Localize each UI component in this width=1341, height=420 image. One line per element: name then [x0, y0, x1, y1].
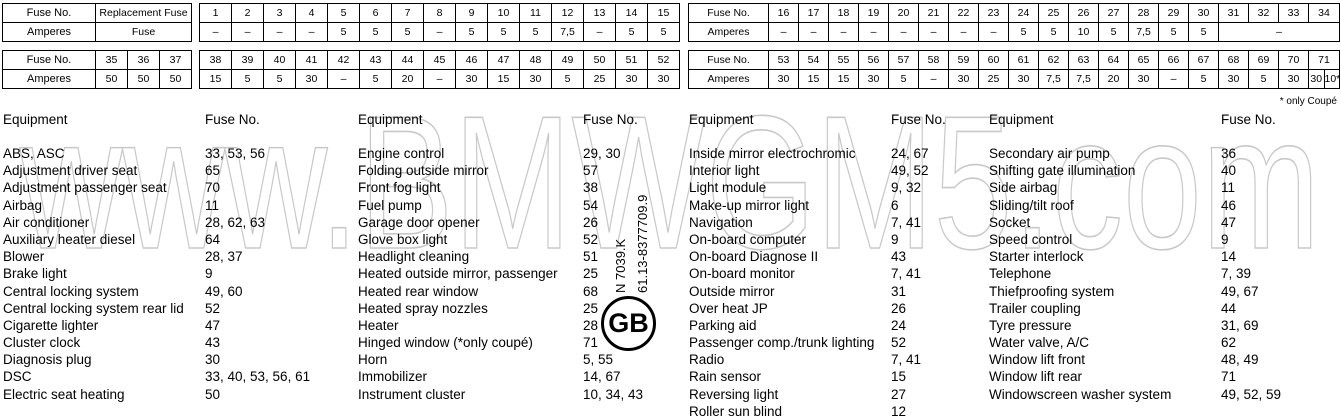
equipment-fuses: 9, 32: [891, 180, 922, 196]
amperage-cell: 5: [360, 23, 392, 42]
fuse-table-row2-left: [2, 50, 192, 89]
equipment-name: Heater: [358, 317, 399, 333]
fuse-number-cell: 44: [392, 51, 424, 70]
fuse-number-cell: 9: [456, 4, 488, 23]
amperage-cell: 10*: [1324, 70, 1340, 89]
equipment-name: Central locking system rear lid: [3, 300, 184, 316]
fuse-number-cell: 10: [488, 4, 520, 23]
equipment-fuses: 38: [583, 180, 599, 196]
equipment-name: Thiefproofing system: [989, 283, 1115, 299]
equipment-fuses: 9: [891, 231, 899, 247]
equipment-name: Diagnosis plug: [3, 352, 92, 368]
fuse-number-cell: 20: [889, 4, 919, 23]
amperage-cell: –: [859, 23, 889, 42]
fuse-number-cell: 39: [232, 51, 264, 70]
equipment-fuses: 64: [205, 231, 221, 247]
equipment-name: Windowscreen washer system: [989, 386, 1172, 402]
equipment-fuses: 24, 67: [891, 146, 929, 161]
amperage-cell: 30: [1279, 70, 1309, 89]
amperage-cell: 5: [328, 23, 360, 42]
equipment-name: Glove box light: [358, 231, 448, 247]
equipment-fuses: 47: [205, 317, 221, 333]
fuse-number-cell: 61: [1009, 51, 1039, 70]
amperage-cell: 5: [1099, 23, 1129, 42]
equipment-fuses: 43: [891, 249, 907, 265]
amperage-cell: –: [296, 23, 328, 42]
fuse-number-cell: 6: [360, 4, 392, 23]
fuse-number-cell: 34: [1309, 4, 1340, 23]
fuse-number-cell: 2: [232, 4, 264, 23]
equipment-fuses: 29, 30: [583, 146, 621, 161]
amperage-cell: –: [264, 23, 296, 42]
part-code-1: N 7039.K: [613, 238, 628, 293]
amperage-cell: 50: [128, 70, 160, 89]
amperage-cell: 15: [799, 70, 829, 89]
equipment-fuses: 43: [205, 335, 221, 351]
equipment-name: Electric seat heating: [3, 386, 125, 402]
fuse-number-cell: 38: [200, 51, 232, 70]
amperes-label: Amperes: [689, 70, 769, 89]
equipment-fuses: 49, 52: [891, 163, 929, 179]
fuse-no-header: Fuse No.: [583, 112, 638, 127]
equipment-fuses: 28, 37: [205, 249, 243, 265]
equipment-name: Brake light: [3, 266, 67, 282]
fuse-table-row1-left: [2, 3, 192, 42]
equipment-fuses: 5, 55: [583, 352, 614, 368]
equipment-fuses: 62: [1221, 335, 1237, 351]
equipment-header: Equipment: [989, 112, 1054, 127]
equipment-fuses: 30: [205, 352, 221, 368]
equipment-fuses: 26: [583, 214, 599, 230]
equipment-name: Window lift rear: [989, 369, 1083, 385]
amperage-cell: 30: [1009, 70, 1039, 89]
watermark-text: www.BMWGM5.com: [19, 77, 1320, 289]
equipment-name: Headlight cleaning: [358, 249, 470, 265]
fuse-number-cell: 52: [648, 51, 680, 70]
fuse-no-header: Fuse No.: [891, 112, 946, 127]
amperage-cell: 20: [1099, 70, 1129, 89]
equipment-name: Cigarette lighter: [3, 317, 99, 333]
fuse-number-cell: 46: [456, 51, 488, 70]
fuse-number-cell: 19: [859, 4, 889, 23]
amperage-cell: –: [1219, 23, 1340, 42]
fuse-number-cell: 28: [1129, 4, 1159, 23]
equipment-name: Adjustment passenger seat: [3, 180, 167, 196]
fuse-number-cell: 63: [1069, 51, 1099, 70]
equipment-fuses: 7, 41: [891, 352, 922, 368]
amperage-cell: 5: [648, 23, 680, 42]
equipment-fuses: 54: [583, 197, 599, 213]
equipment-name: Make-up mirror light: [689, 197, 810, 213]
equipment-fuses: 70: [205, 180, 221, 196]
equipment-name: Folding outside mirror: [358, 163, 489, 179]
fuse-number-cell: 33: [1279, 4, 1309, 23]
part-codes: [609, 178, 669, 293]
replacement-fuse-label: Replacement Fuse: [96, 4, 192, 23]
fuse-number-cell: 37: [160, 51, 192, 70]
equipment-name: Shifting gate illumination: [989, 163, 1136, 179]
fuse-number-cell: 22: [949, 4, 979, 23]
country-badge: GB: [601, 296, 656, 351]
fuse-number-cell: 53: [769, 51, 799, 70]
equipment-name: On-board computer: [689, 231, 807, 247]
fuse-number-cell: 5: [328, 4, 360, 23]
fuse-number-cell: 55: [829, 51, 859, 70]
fuse-number-cell: 57: [889, 51, 919, 70]
amperage-cell: 30: [520, 70, 552, 89]
amperage-cell: 50: [160, 70, 192, 89]
equipment-header: Equipment: [689, 112, 754, 127]
equipment-fuses: 12: [891, 403, 907, 419]
equipment-fuses: 9: [1221, 231, 1229, 247]
equipment-fuses: 65: [205, 163, 221, 179]
fuse-number-cell: 47: [488, 51, 520, 70]
fuse-number-cell: 21: [919, 4, 949, 23]
equipment-name: Horn: [358, 352, 388, 368]
equipment-fuses: 7, 39: [1221, 266, 1252, 282]
amperage-cell: 5: [520, 23, 552, 42]
equipment-name: Side airbag: [989, 180, 1058, 196]
equipment-fuses: 31: [891, 283, 907, 299]
equipment-name: Telephone: [989, 266, 1052, 282]
amperage-cell: 10: [1069, 23, 1099, 42]
fuse-number-cell: 48: [520, 51, 552, 70]
equipment-name: Over heat JP: [689, 300, 768, 316]
equipment-name: Radio: [689, 352, 725, 368]
equipment-fuses: 7, 41: [891, 266, 922, 282]
equipment-name: Starter interlock: [989, 249, 1084, 265]
amperes-label: Amperes: [689, 23, 769, 42]
equipment-fuses: 40: [1221, 163, 1237, 179]
amperage-cell: 30: [859, 70, 889, 89]
fuse-number-cell: 15: [648, 4, 680, 23]
fuse-no-header: Fuse No.: [1221, 112, 1276, 127]
amperage-cell: 5: [456, 23, 488, 42]
amperage-cell: 7,5: [1129, 23, 1159, 42]
equipment-name: Auxiliary heater diesel: [3, 231, 136, 247]
fuse-number-cell: 4: [296, 4, 328, 23]
equipment-name: Light module: [689, 180, 767, 196]
amperage-cell: 5: [1189, 70, 1219, 89]
amperage-cell: 7,5: [552, 23, 584, 42]
equipment-fuses: 25: [583, 266, 599, 282]
equipment-fuses: 31, 69: [1221, 317, 1259, 333]
fuse-table-row1-right: [688, 3, 1340, 42]
equipment-fuses: 11: [205, 197, 220, 213]
amperage-cell: 5: [1039, 23, 1069, 42]
equipment-name: Hinged window (*only coupé): [358, 335, 533, 351]
amperage-cell: 15: [829, 70, 859, 89]
equipment-name: Adjustment driver seat: [3, 163, 138, 179]
amperage-cell: –: [919, 23, 949, 42]
fuse-number-cell: 49: [552, 51, 584, 70]
amperage-cell: 20: [392, 70, 424, 89]
fuse-no-label: Fuse No.: [689, 51, 769, 70]
fuse-number-cell: 27: [1099, 4, 1129, 23]
equipment-name: Trailer coupling: [989, 300, 1081, 316]
equipment-name: Interior light: [689, 163, 760, 179]
fuse-number-cell: 8: [424, 4, 456, 23]
amperage-cell: 5: [264, 70, 296, 89]
amperage-cell: 30: [1309, 70, 1325, 89]
amperage-cell: 7,5: [1039, 70, 1069, 89]
amperage-cell: 25: [584, 70, 616, 89]
fuse-number-cell: 32: [1249, 4, 1279, 23]
fuse-number-cell: 68: [1219, 51, 1249, 70]
equipment-fuses: 9: [205, 266, 213, 282]
equipment-name: Parking aid: [689, 317, 757, 333]
fuse-number-cell: 25: [1039, 4, 1069, 23]
amperage-cell: 5: [889, 70, 919, 89]
fuse-number-cell: 41: [296, 51, 328, 70]
equipment-fuses: 10, 34, 43: [583, 386, 644, 402]
equipment-fuses: 15: [891, 369, 907, 385]
fuse-number-cell: 35: [96, 51, 128, 70]
amperage-cell: 5: [360, 70, 392, 89]
amperage-cell: –: [200, 23, 232, 42]
amperage-cell: –: [919, 70, 949, 89]
amperage-cell: 30: [648, 70, 680, 89]
equipment-fuses: 46: [1221, 197, 1237, 213]
equipment-fuses: 28: [583, 317, 599, 333]
equipment-fuses: 52: [891, 335, 907, 351]
fuse-number-cell: 70: [1279, 51, 1309, 70]
fuse-number-cell: 1: [200, 4, 232, 23]
amperage-cell: –: [949, 23, 979, 42]
equipment-fuses: 36: [1221, 146, 1237, 161]
equipment-fuses: 7, 41: [891, 214, 922, 230]
equipment-name: Water valve, A/C: [989, 335, 1090, 351]
equipment-name: Reversing light: [689, 386, 779, 402]
fuse-number-cell: 67: [1189, 51, 1219, 70]
part-code-2: 61.13-8377709.9: [635, 194, 650, 293]
equipment-name: Outside mirror: [689, 283, 775, 299]
amperage-cell: 15: [488, 70, 520, 89]
equipment-name: Engine control: [358, 146, 445, 161]
equipment-name: Sliding/tilt roof: [989, 197, 1074, 213]
equipment-fuses: 49, 67: [1221, 283, 1259, 299]
fuse-no-label: Fuse No.: [689, 4, 769, 23]
amperage-cell: 5: [392, 23, 424, 42]
equipment-name: Speed control: [989, 231, 1073, 247]
fuse-number-cell: 62: [1039, 51, 1069, 70]
fuse-table-row2-mid: [199, 50, 680, 89]
fuse-number-cell: 11: [520, 4, 552, 23]
fuse-no-label: Fuse No.: [3, 4, 96, 23]
equipment-fuses: 14: [1221, 249, 1237, 265]
amperage-cell: 5: [1009, 23, 1039, 42]
equipment-fuses: 52: [205, 300, 221, 316]
equipment-fuses: 26: [891, 300, 907, 316]
amperes-label: Amperes: [3, 70, 96, 89]
amperage-cell: 7,5: [1069, 70, 1099, 89]
amperage-cell: 5: [616, 23, 648, 42]
equipment-name: On-board monitor: [689, 266, 795, 282]
fuse-number-cell: 64: [1099, 51, 1129, 70]
fuse-number-cell: 36: [128, 51, 160, 70]
equipment-name: Roller sun blind: [689, 403, 783, 419]
equipment-name: ABS, ASC: [3, 146, 65, 161]
equipment-name: Instrument cluster: [358, 386, 466, 402]
equipment-fuses: 52: [583, 231, 599, 247]
fuse-number-cell: 40: [264, 51, 296, 70]
fuse-number-cell: 45: [424, 51, 456, 70]
equipment-fuses: 49, 60: [205, 283, 243, 299]
equipment-name: Airbag: [3, 197, 43, 213]
equipment-fuses: 28, 62, 63: [205, 214, 266, 230]
amperage-cell: 30: [769, 70, 799, 89]
fuse-number-cell: 18: [829, 4, 859, 23]
amperage-cell: –: [328, 70, 360, 89]
equipment-fuses: 71: [583, 335, 599, 351]
amperage-cell: –: [829, 23, 859, 42]
fuse-no-header: Fuse No.: [205, 112, 260, 127]
equipment-fuses: 14, 67: [583, 369, 621, 385]
equipment-fuses: 71: [1221, 369, 1237, 385]
fuse-number-cell: 66: [1159, 51, 1189, 70]
equipment-fuses: 27: [891, 386, 907, 402]
equipment-name: Blower: [3, 249, 45, 265]
fuse-number-cell: 17: [799, 4, 829, 23]
equipment-name: Socket: [989, 214, 1031, 230]
fuse-number-cell: 12: [552, 4, 584, 23]
fuse-number-cell: 7: [392, 4, 424, 23]
equipment-name: Front fog light: [358, 180, 441, 196]
amperage-cell: 5: [232, 70, 264, 89]
equipment-fuses: 47: [1221, 214, 1237, 230]
equipment-fuses: 11: [1221, 180, 1236, 196]
equipment-fuses: 48, 49: [1221, 352, 1259, 368]
amperage-cell: –: [889, 23, 919, 42]
fuse-number-cell: 24: [1009, 4, 1039, 23]
fuse-number-cell: 60: [979, 51, 1009, 70]
equipment-fuses: 49, 52, 59: [1221, 386, 1282, 402]
equipment-name: Cluster clock: [3, 335, 81, 351]
equipment-name: Heated spray nozzles: [358, 300, 488, 316]
fuse-number-cell: 42: [328, 51, 360, 70]
fuse-number-cell: 59: [949, 51, 979, 70]
fuse-label: Fuse: [96, 23, 192, 42]
equipment-fuses: 44: [1221, 300, 1237, 316]
equipment-fuses: 50: [205, 386, 221, 402]
equipment-header: Equipment: [358, 112, 423, 127]
fuse-number-cell: 43: [360, 51, 392, 70]
equipment-name: Heated rear window: [358, 283, 479, 299]
equipment-name: DSC: [3, 369, 32, 385]
equipment-name: Air conditioner: [3, 214, 90, 230]
amperage-cell: 30: [616, 70, 648, 89]
equipment-header: Equipment: [3, 112, 68, 127]
amperage-cell: –: [799, 23, 829, 42]
fuse-number-cell: 3: [264, 4, 296, 23]
amperage-cell: –: [1159, 70, 1189, 89]
equipment-name: Inside mirror electrochromic: [689, 146, 856, 161]
coupe-footnote: * only Coupé: [1279, 96, 1337, 107]
fuse-number-cell: 23: [979, 4, 1009, 23]
equipment-fuses: 25: [583, 300, 599, 316]
fuse-number-cell: 69: [1249, 51, 1279, 70]
amperage-cell: –: [584, 23, 616, 42]
amperes-label: Amperes: [3, 23, 96, 42]
amperage-cell: –: [979, 23, 1009, 42]
amperage-cell: 30: [296, 70, 328, 89]
equipment-name: Central locking system: [3, 283, 139, 299]
fuse-number-cell: 71: [1309, 51, 1340, 70]
fuse-number-cell: 30: [1189, 4, 1219, 23]
equipment-name: On-board Diagnose II: [689, 249, 819, 265]
equipment-fuses: 68: [583, 283, 599, 299]
equipment-name: Navigation: [689, 214, 753, 230]
fuse-number-cell: 54: [799, 51, 829, 70]
equipment-fuses: 33, 53, 56: [205, 146, 266, 161]
fuse-number-cell: 26: [1069, 4, 1099, 23]
fuse-table-row2-right: [688, 50, 1340, 89]
fuse-number-cell: 56: [859, 51, 889, 70]
equipment-fuses: 51: [583, 249, 599, 265]
fuse-number-cell: 51: [616, 51, 648, 70]
amperage-cell: –: [232, 23, 264, 42]
equipment-fuses: 24: [891, 317, 907, 333]
amperage-cell: 25: [979, 70, 1009, 89]
equipment-fuses: 33, 40, 53, 56, 61: [205, 369, 311, 385]
amperage-cell: 15: [200, 70, 232, 89]
amperage-cell: 5: [488, 23, 520, 42]
equipment-fuses: 6: [891, 197, 899, 213]
equipment-name: Window lift front: [989, 352, 1086, 368]
fuse-number-cell: 58: [919, 51, 949, 70]
amperage-cell: 5: [1189, 23, 1219, 42]
fuse-no-label: Fuse No.: [3, 51, 96, 70]
amperage-cell: 5: [1159, 23, 1189, 42]
amperage-cell: 5: [1249, 70, 1279, 89]
equipment-name: Rain sensor: [689, 369, 762, 385]
amperage-cell: 5: [552, 70, 584, 89]
fuse-number-cell: 13: [584, 4, 616, 23]
fuse-number-cell: 50: [584, 51, 616, 70]
equipment-name: Passenger comp./trunk lighting: [689, 335, 875, 351]
amperage-cell: –: [424, 70, 456, 89]
amperage-cell: 30: [1219, 70, 1249, 89]
amperage-cell: 50: [96, 70, 128, 89]
equipment-name: Fuel pump: [358, 197, 422, 213]
amperage-cell: 30: [949, 70, 979, 89]
fuse-number-cell: 16: [769, 4, 799, 23]
fuse-number-cell: 31: [1219, 4, 1249, 23]
equipment-fuses: 57: [583, 163, 599, 179]
amperage-cell: –: [769, 23, 799, 42]
fuse-number-cell: 29: [1159, 4, 1189, 23]
equipment-name: Heated outside mirror, passenger: [358, 266, 558, 282]
amperage-cell: –: [424, 23, 456, 42]
fuse-number-cell: 14: [616, 4, 648, 23]
equipment-name: Tyre pressure: [989, 317, 1072, 333]
amperage-cell: 30: [1129, 70, 1159, 89]
fuse-table-row1-mid: [199, 3, 680, 42]
fuse-number-cell: 65: [1129, 51, 1159, 70]
amperage-cell: 30: [456, 70, 488, 89]
equipment-name: Secondary air pump: [989, 146, 1110, 161]
equipment-name: Immobilizer: [358, 369, 428, 385]
equipment-name: Garage door opener: [358, 214, 480, 230]
